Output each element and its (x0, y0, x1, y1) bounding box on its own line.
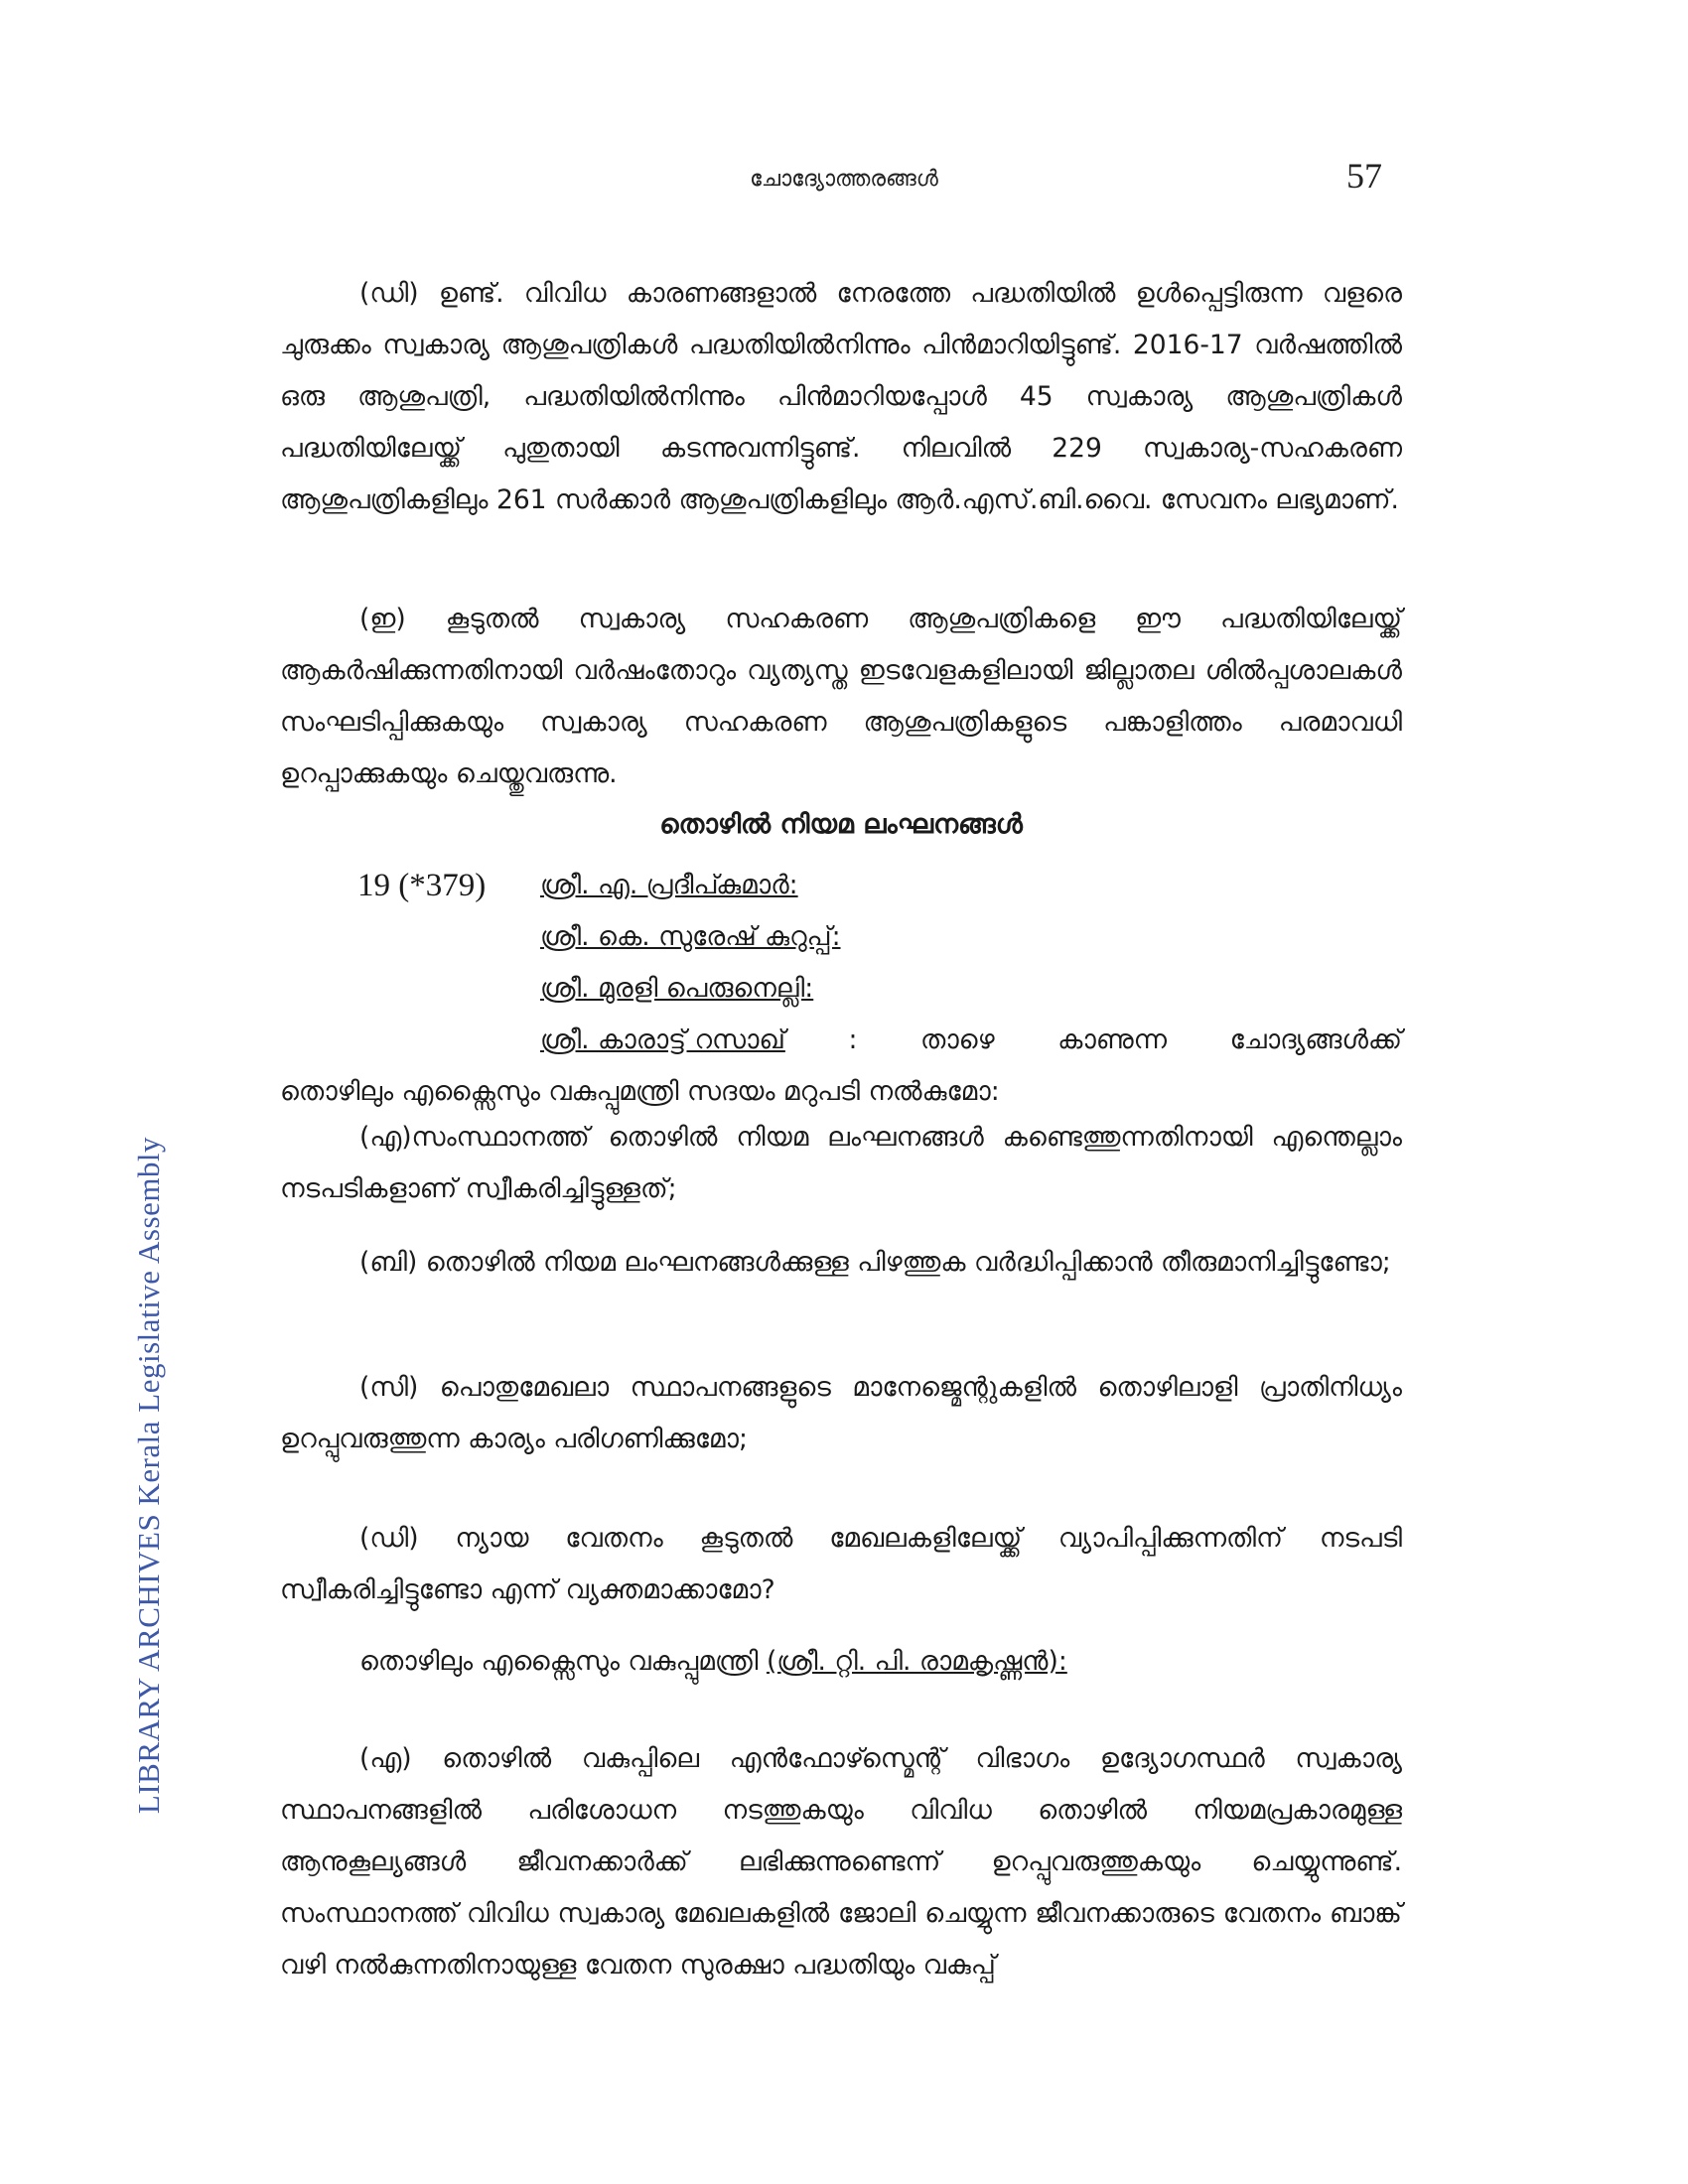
ask-line: തൊഴിലും എക്സൈസും വകുപ്പുമന്ത്രി സദയം മറുപടി നൽകുമോ: (280, 1076, 1000, 1107)
member-name-2: ശ്രീ. കെ. സുരേഷ് കുറുപ്പ്: (540, 921, 841, 952)
ask-colon: : (848, 1024, 858, 1055)
member-name-1: ശ്രീ. എ. പ്രദീപ്കുമാർ: (540, 870, 798, 900)
question-b: (ബി) തൊഴിൽ നിയമ ലംഘനങ്ങൾക്കുള്ള പിഴത്തുക വർദ്ധിപ്പിക്കാൻ തീരുമാനിച്ചിട്ടുണ്ടോ; (359, 1247, 1391, 1278)
question-number: 19 (*379) (357, 868, 487, 903)
archive-watermark: LIBRARY ARCHIVES Kerala Legislative Assembly (131, 1136, 166, 1815)
question-a: (എ)സംസ്ഥാനത്ത് തൊഴിൽ നിയമ ലംഘനങ്ങൾ കണ്ടെത്തുന്നതിനായി എന്തെല്ലാം നടപടികളാണ് സ്വീകരിച്ചിട്ടുള്ളത്; (280, 1122, 1402, 1204)
section-heading: തൊഴിൽ നിയമ ലംഘനങ്ങൾ (659, 809, 1023, 840)
answer-para-a: (എ) തൊഴിൽ വകുപ്പിലെ എൻഫോഴ്സ്മെന്റ് വിഭാഗം ഉദ്യോഗസ്ഥർ സ്വകാര്യ സ്ഥാപനങ്ങളിൽ പരിശോധന നടത്തുകയും വിവിധ തൊഴിൽ നിയമപ്രകാരമുള്ള ആനുകൂല്യങ്ങൾ ജീവനക്കാർക്ക് ലഭിക്കുന്നുണ്ടെന്ന് ഉറപ്പുവരുത്തുകയും ചെയ്യുന്നുണ്ട്. സംസ്ഥാനത്ത് വിവിധ സ്വകാര്യ മേഖലകളിൽ ജോലി ചെയ്യുന്ന ജീവനക്കാരുടെ വേതനം ബാങ്ക് വഴി നൽകുന്നതിനായുള്ള വേതന സുരക്ഷാ പദ്ധതിയും വകുപ്പ് (280, 1743, 1402, 1980)
question-c: (സി) പൊതുമേഖലാ സ്ഥാപനങ്ങളുടെ മാനേജ്മെന്റുകളിൽ തൊഴിലാളി പ്രാതിനിധ്യം ഉറപ്പുവരുത്തുന്ന കാര്യം പരിഗണിക്കുമോ; (280, 1372, 1402, 1454)
minister-name: (ശ്രീ. റ്റി. പി. രാമകൃഷ്ണൻ): (766, 1646, 1067, 1677)
member-name-3: ശ്രീ. മുരളി പെരുനെല്ലി: (540, 973, 814, 1004)
ask-word-2: കാണുന്ന (1057, 1024, 1168, 1055)
member-line-4 (540, 1015, 1402, 1066)
member-name-4: ശ്രീ. കാരാട്ട് റസാഖ് (540, 1024, 785, 1055)
question-d: (ഡി) ന്യായ വേതനം കൂടുതൽ മേഖലകളിലേയ്ക്ക് വ്യാപിപ്പിക്കുന്നതിന് നടപടി സ്വീകരിച്ചിട്ടുണ്ടോ എന്ന് വ്യക്തമാക്കാമോ? (280, 1523, 1402, 1605)
answer-intro (359, 1636, 1067, 1688)
minister-label: തൊഴിലും എക്സൈസും വകുപ്പുമന്ത്രി (359, 1646, 759, 1677)
ask-word-1: താഴെ (919, 1024, 995, 1055)
previous-answer-para-d: (ഡി) ഉണ്ട്. വിവിധ കാരണങ്ങളാൽ നേരത്തേ പദ്ധതിയിൽ ഉൾപ്പെട്ടിരുന്ന വളരെ ചുരുക്കം സ്വകാര്യ ആശുപത്രികൾ പദ്ധതിയിൽനിന്നും പിൻമാറിയിട്ടുണ്ട്. 2016-17 വർഷത്തിൽ ഒരു ആശുപത്രി, പദ്ധതിയിൽനിന്നും പിൻമാറിയപ്പോൾ 45 സ്വകാര്യ ആശുപത്രികൾ പദ്ധതിയിലേയ്ക്ക് പുതുതായി കടന്നുവന്നിട്ടുണ്ട്. നിലവിൽ 229 സ്വകാര്യ-സഹകരണ ആശുപത്രികളിലും 261 സർക്കാർ ആശുപത്രികളിലും ആർ.എസ്.ബി.വൈ. സേവനം ലഭ്യമാണ്. (280, 278, 1402, 515)
running-title: ചോദ്യോത്തരങ്ങൾ (750, 167, 938, 192)
ask-word-3: ചോദ്യങ്ങൾക്ക് (1229, 1024, 1402, 1055)
previous-answer-para-e: (ഇ) കൂടുതൽ സ്വകാര്യ സഹകരണ ആശുപത്രികളെ ഈ പദ്ധതിയിലേയ്ക്ക് ആകർഷിക്കുന്നതിനായി വർഷംതോറും വ്യത്യസ്ത ഇടവേളകളിലായി ജില്ലാതല ശിൽപ്പശാലകൾ സംഘടിപ്പിക്കുകയും സ്വകാര്യ സഹകരണ ആശുപത്രികളുടെ പങ്കാളിത്തം പരമാവധി ഉറപ്പാക്കുകയും ചെയ്തുവരുന്നു. (280, 604, 1402, 789)
page-number: 57 (1346, 156, 1382, 196)
